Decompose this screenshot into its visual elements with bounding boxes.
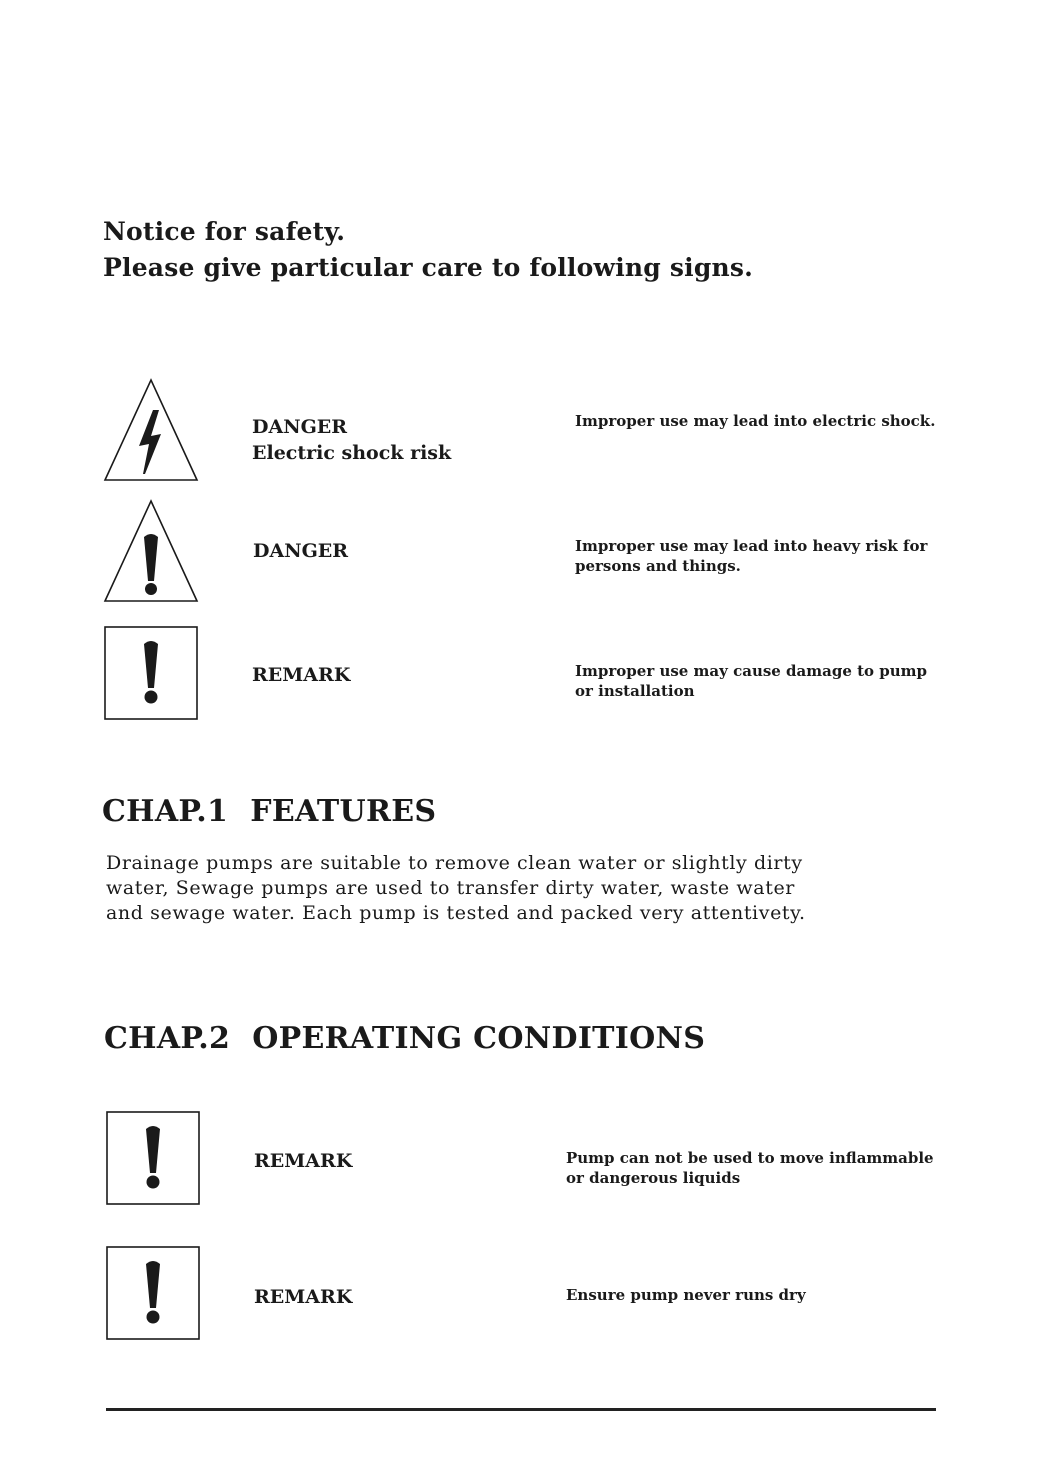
- sign-label-danger: DANGER: [253, 540, 349, 562]
- chapter-1-title: FEATURES: [250, 794, 437, 829]
- exclamation-square-icon: [106, 1246, 200, 1340]
- operating-remark-label-1: REMARK: [254, 1150, 353, 1172]
- exclamation-square-icon: [104, 626, 198, 720]
- features-line-1: Drainage pumps are suitable to remove clean water or slightly dirty: [106, 852, 803, 874]
- features-line-3: and sewage water. Each pump is tested and packed very attentivety.: [106, 902, 806, 924]
- chapter-2-heading: [104, 1021, 705, 1057]
- features-line-2: water, Sewage pumps are used to transfer dirty water, waste water: [106, 877, 795, 899]
- safety-notice-heading: [103, 214, 753, 286]
- sign-label-danger-electric: DANGER Electric shock risk: [252, 416, 452, 464]
- operating-remark-description-2: Ensure pump never runs dry: [566, 1286, 806, 1304]
- chapter-1-number: CHAP.1: [102, 794, 229, 829]
- exclamation-warning-triangle-icon: [103, 499, 199, 603]
- lightning-warning-triangle-icon: [103, 378, 199, 482]
- features-paragraph: [106, 851, 926, 926]
- chapter-1-heading: [102, 794, 436, 830]
- sign-description-electric: Improper use may lead into electric shock.: [575, 412, 936, 430]
- chapter-2-title: OPERATING CONDITIONS: [252, 1021, 706, 1056]
- exclamation-square-icon: [106, 1111, 200, 1205]
- operating-remark-description-1: Pump can not be used to move inflammable or dangerous liquids: [566, 1149, 934, 1187]
- notice-line-1: Notice for safety.: [103, 217, 346, 246]
- sign-description-danger: Improper use may lead into heavy risk for persons and things.: [575, 537, 928, 575]
- sign-description-remark: Improper use may cause damage to pump or installation: [575, 662, 928, 700]
- operating-remark-label-2: REMARK: [254, 1286, 353, 1308]
- notice-line-2: Please give particular care to following signs.: [103, 253, 754, 282]
- chapter-2-number: CHAP.2: [104, 1021, 231, 1056]
- footer-divider: [106, 1408, 936, 1411]
- sign-label-remark: REMARK: [252, 664, 351, 686]
